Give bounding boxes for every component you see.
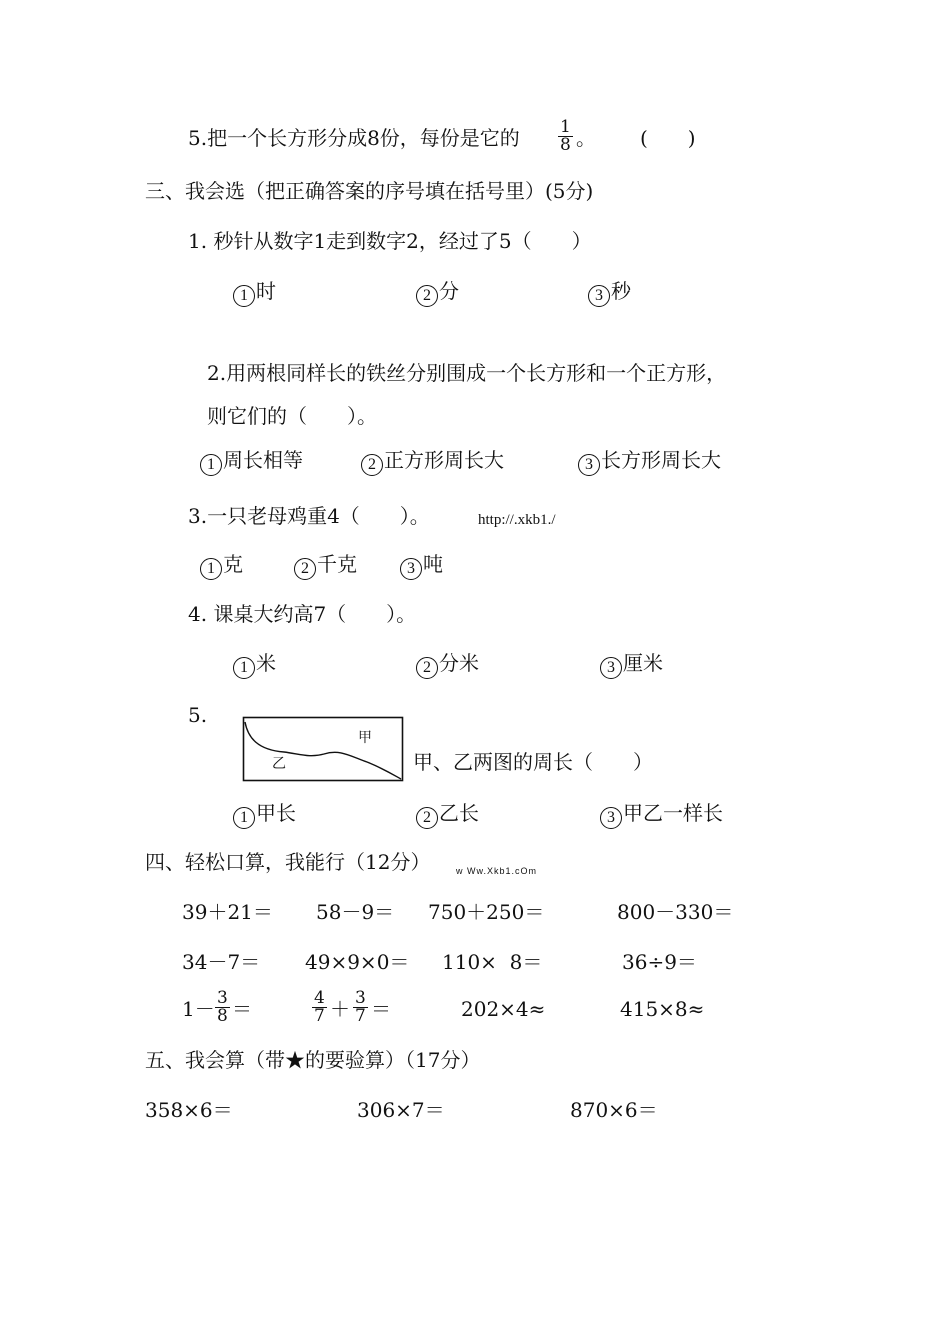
q3-4-option-3[interactable] bbox=[600, 650, 663, 679]
fraction-denominator: 7 bbox=[355, 1006, 366, 1026]
circled-number: 1 bbox=[200, 454, 222, 476]
fraction-numerator: 4 bbox=[314, 988, 325, 1008]
option-label: 甲乙一样长 bbox=[623, 801, 723, 825]
q3-2-option-1[interactable] bbox=[200, 447, 303, 476]
section-3-title: 三、我会选（把正确答案的序号填在括号里）(5分) bbox=[145, 179, 594, 203]
circled-number: 2 bbox=[294, 558, 316, 580]
circled-number: 1 bbox=[233, 657, 255, 679]
q3-3-option-2[interactable] bbox=[294, 551, 357, 580]
option-label: 厘米 bbox=[623, 651, 663, 675]
fraction-denominator: 8 bbox=[217, 1006, 228, 1026]
calc-2-3: 110× 8＝ bbox=[442, 950, 543, 974]
calc-1-2: 58－9＝ bbox=[316, 900, 395, 924]
q3-5-option-1[interactable] bbox=[233, 800, 296, 829]
option-label: 克 bbox=[223, 552, 243, 576]
calc-3-1-equals: ＝ bbox=[232, 997, 252, 1021]
calc-3-2-equals: ＝ bbox=[371, 997, 391, 1021]
q3-4-option-1[interactable] bbox=[233, 650, 276, 679]
circled-number: 3 bbox=[400, 558, 422, 580]
q2-5-period: 。 bbox=[576, 126, 596, 150]
watermark-text: w Ww.Xkb1.cOm bbox=[456, 866, 538, 876]
calc-3-2-fraction-b bbox=[353, 990, 368, 1025]
fraction-numerator: 3 bbox=[355, 988, 366, 1008]
q3-4-text: 4. 课桌大约高7（ ）。 bbox=[188, 602, 417, 626]
q3-2-option-2[interactable] bbox=[361, 447, 504, 476]
q3-3-option-1[interactable] bbox=[200, 551, 243, 580]
calc-2-1: 34－7＝ bbox=[182, 950, 261, 974]
q3-5-option-2[interactable] bbox=[416, 800, 479, 829]
section-4-title: 四、轻松口算，我能行（12分） bbox=[145, 850, 431, 874]
option-label: 米 bbox=[256, 651, 276, 675]
q3-1-option-1[interactable] bbox=[233, 278, 276, 307]
q3-2-text-line2: 则它们的（ ）。 bbox=[207, 404, 377, 428]
calc-1-4: 800－330＝ bbox=[617, 900, 734, 924]
q3-2-option-3[interactable] bbox=[578, 447, 721, 476]
perimeter-figure bbox=[242, 716, 404, 782]
q3-5-number: 5. bbox=[188, 703, 208, 727]
circled-number: 2 bbox=[416, 807, 438, 829]
option-label: 周长相等 bbox=[223, 448, 303, 472]
q3-5-text: 甲、乙两图的周长（ ） bbox=[413, 750, 653, 774]
option-label: 吨 bbox=[423, 552, 443, 576]
calc-1-1: 39＋21＝ bbox=[182, 900, 273, 924]
circled-number: 3 bbox=[588, 285, 610, 307]
option-label: 时 bbox=[256, 279, 276, 303]
calc-3-2-fraction-a bbox=[312, 990, 327, 1025]
calc-3-3: 202×4≈ bbox=[461, 997, 546, 1021]
option-label: 正方形周长大 bbox=[384, 448, 504, 472]
calc5-3: 870×6＝ bbox=[570, 1098, 658, 1122]
q3-3-url: http://.xkb1./ bbox=[478, 512, 556, 528]
calc-2-2: 49×9×0＝ bbox=[305, 950, 410, 974]
q3-4-option-2[interactable] bbox=[416, 650, 479, 679]
option-label: 千克 bbox=[317, 552, 357, 576]
option-label: 长方形周长大 bbox=[601, 448, 721, 472]
fraction-numerator: 1 bbox=[560, 117, 571, 137]
q3-5-option-3[interactable] bbox=[600, 800, 723, 829]
calc-3-4: 415×8≈ bbox=[620, 997, 705, 1021]
option-label: 秒 bbox=[611, 279, 631, 303]
q3-1-option-3[interactable] bbox=[588, 278, 631, 307]
calc-3-1-fraction bbox=[215, 990, 230, 1025]
figure-label-yi: 乙 bbox=[272, 756, 286, 772]
q2-5-answer-paren[interactable]: ( ) bbox=[640, 126, 696, 150]
q3-2-text-line1: 2.用两根同样长的铁丝分别围成一个长方形和一个正方形， bbox=[207, 361, 727, 385]
circled-number: 1 bbox=[233, 807, 255, 829]
circled-number: 2 bbox=[416, 657, 438, 679]
option-label: 甲长 bbox=[256, 801, 296, 825]
q3-3-text: 3.一只老母鸡重4（ ）。 bbox=[188, 504, 430, 528]
circled-number: 1 bbox=[200, 558, 222, 580]
circled-number: 2 bbox=[361, 454, 383, 476]
q3-3-option-3[interactable] bbox=[400, 551, 443, 580]
calc-3-1-prefix: 1－ bbox=[182, 997, 215, 1021]
option-label: 乙长 bbox=[439, 801, 479, 825]
fraction-numerator: 3 bbox=[217, 988, 228, 1008]
circled-number: 3 bbox=[600, 807, 622, 829]
calc-1-3: 750＋250＝ bbox=[428, 900, 545, 924]
figure-label-jia: 甲 bbox=[358, 730, 372, 746]
option-label: 分米 bbox=[439, 651, 479, 675]
q2-5-fraction bbox=[558, 119, 573, 154]
circled-number: 3 bbox=[600, 657, 622, 679]
fraction-denominator: 7 bbox=[314, 1006, 325, 1026]
option-label: 分 bbox=[439, 279, 459, 303]
circled-number: 1 bbox=[233, 285, 255, 307]
q3-1-text: 1. 秒针从数字1走到数字2，经过了5（ ） bbox=[188, 229, 592, 253]
calc5-2: 306×7＝ bbox=[357, 1098, 445, 1122]
calc5-1: 358×6＝ bbox=[145, 1098, 233, 1122]
section-5-title: 五、我会算（带★的要验算）（17分） bbox=[145, 1048, 481, 1072]
fraction-denominator: 8 bbox=[560, 135, 571, 155]
circled-number: 3 bbox=[578, 454, 600, 476]
calc-2-4: 36÷9＝ bbox=[622, 950, 697, 974]
q2-5-text: 5.把一个长方形分成8份，每份是它的 bbox=[188, 126, 520, 150]
q3-1-option-2[interactable] bbox=[416, 278, 459, 307]
circled-number: 2 bbox=[416, 285, 438, 307]
calc-3-2-plus: ＋ bbox=[330, 997, 350, 1021]
